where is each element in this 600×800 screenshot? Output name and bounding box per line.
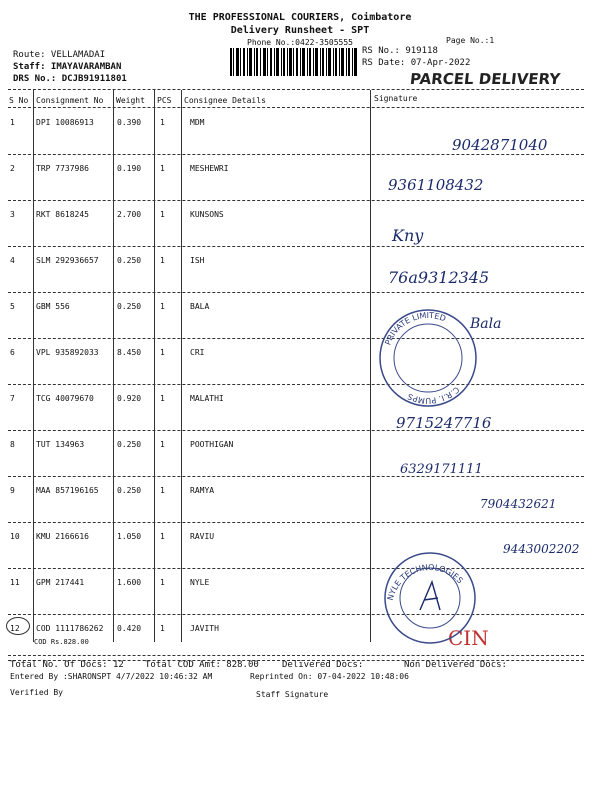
row-weight: 0.250 — [117, 440, 142, 449]
row-weight: 0.390 — [117, 118, 142, 127]
row-pcs: 1 — [160, 624, 165, 633]
row-consignment: KMU 2166616 — [36, 532, 89, 541]
row-weight: 0.250 — [117, 256, 142, 265]
row-sno: 1 — [10, 118, 15, 127]
reprinted-on: Reprinted On: 07-04-2022 10:48:06 — [250, 672, 409, 681]
footer-top-rule — [8, 655, 584, 656]
row-consignment: COD 1111786262 — [36, 624, 104, 633]
route: Route: VELLAMADAI — [13, 50, 106, 60]
row-pcs: 1 — [160, 532, 165, 541]
stamp-text-cri: C.R.I. PUMPS — [406, 384, 461, 406]
row-weight: 0.190 — [117, 164, 142, 173]
row-consignee: NYLE — [190, 578, 210, 587]
col-consignee: Consignee Details — [184, 96, 266, 105]
col-pcs: PCS — [157, 96, 172, 105]
col-sep — [113, 90, 114, 642]
svg-text:PRIVATE LIMITED — [383, 311, 447, 346]
barcode — [230, 48, 358, 76]
page-number: Page No.:1 — [446, 36, 495, 45]
row-sno: 10 — [10, 532, 20, 541]
row-separator — [8, 384, 584, 385]
phone-number: Phone No.:0422-3505555 — [247, 38, 353, 47]
row-consignee: BALA — [190, 302, 210, 311]
row-pcs: 1 — [160, 348, 165, 357]
row-consignee: ISH — [190, 256, 205, 265]
row-consignment: RKT 8618245 — [36, 210, 89, 219]
signature-row-10: 9443002202 — [503, 542, 580, 556]
row-separator — [8, 154, 584, 155]
row-sno: 3 — [10, 210, 15, 219]
row-consignee: MESHEWRI — [190, 164, 229, 173]
row-sno: 7 — [10, 394, 15, 403]
row-consignee: MDM — [190, 118, 205, 127]
row-consignment: DPI 10086913 — [36, 118, 94, 127]
row-consignment: MAA 857196165 — [36, 486, 99, 495]
row-consignment: GBM 556 — [36, 302, 70, 311]
svg-text:NYLE TECHNOLOGIES — [386, 563, 465, 601]
row-sno: 12 — [10, 624, 20, 633]
row-sno: 11 — [10, 578, 20, 587]
total-cod: Total COD Amt: 828.00 — [145, 660, 259, 670]
row-consignment: SLM 292936657 — [36, 256, 99, 265]
col-consignment: Consignment No — [36, 96, 104, 105]
signature-row-9: 7904432621 — [480, 497, 557, 511]
row-consignment: TUT 134963 — [36, 440, 85, 449]
delivered-docs: Delivered Docs: — [282, 660, 364, 670]
row-separator — [8, 568, 584, 569]
row-separator — [8, 292, 584, 293]
row-pcs: 1 — [160, 118, 165, 127]
row-sno: 5 — [10, 302, 15, 311]
row-consignee: JAVITH — [190, 624, 219, 633]
row-sno: 4 — [10, 256, 15, 265]
row-separator — [8, 246, 584, 247]
row-pcs: 1 — [160, 210, 165, 219]
row-separator — [8, 476, 584, 477]
row-consignment: TCG 40079670 — [36, 394, 94, 403]
row-weight: 0.420 — [117, 624, 142, 633]
col-sno: S No — [9, 96, 29, 105]
row-separator — [8, 338, 584, 339]
runsheet-title: Delivery Runsheet - SPT — [230, 25, 370, 36]
non-delivered-docs: Non Delivered Docs: — [404, 660, 507, 670]
row-separator — [8, 522, 584, 523]
total-docs: Total No. Of Docs: 12 — [10, 660, 124, 670]
col-sep — [154, 90, 155, 642]
signature-row-5: Bala — [470, 316, 502, 332]
row-sno: 8 — [10, 440, 15, 449]
table-header-rule — [8, 107, 584, 108]
parcel-delivery-stamp: PARCEL DELIVERY — [409, 70, 562, 88]
row-weight: 0.250 — [117, 486, 142, 495]
row-separator — [8, 614, 584, 615]
signature-row-1: 9042871040 — [452, 136, 548, 154]
company-title: THE PROFESSIONAL COURIERS, Coimbatore — [188, 12, 412, 23]
col-sep — [370, 90, 371, 642]
signature-row-7: 9715247716 — [396, 414, 492, 432]
row-pcs: 1 — [160, 440, 165, 449]
row-consignee: POOTHIGAN — [190, 440, 234, 449]
stamp-signature-scribble — [420, 582, 440, 610]
row-pcs: 1 — [160, 578, 165, 587]
col-sep — [33, 90, 34, 642]
row-pcs: 1 — [160, 486, 165, 495]
stamp-text-nyle: NYLE TECHNOLOGIES — [385, 562, 465, 602]
row-weight: 8.450 — [117, 348, 142, 357]
signature-row-3: Kny — [392, 226, 424, 245]
row-pcs: 1 — [160, 164, 165, 173]
row-consignment: GPM 217441 — [36, 578, 85, 587]
row-consignee: KUNSONS — [190, 210, 224, 219]
row-pcs: 1 — [160, 256, 165, 265]
row-weight: 2.700 — [117, 210, 142, 219]
signature-row-4: 76a9312345 — [388, 268, 490, 287]
row-consignee: CRI — [190, 348, 205, 357]
rs-date: RS Date: 07-Apr-2022 — [362, 58, 471, 68]
row-12-circle — [6, 617, 30, 635]
row-sno: 2 — [10, 164, 15, 173]
table-top-rule — [8, 89, 584, 90]
col-signature: Signature — [374, 94, 418, 103]
row-sno: 6 — [10, 348, 15, 357]
rs-number: RS No.: 919118 — [362, 46, 438, 56]
row-consignee: RAVIU — [190, 532, 215, 541]
staff: Staff: IMAYAVARAMBAN — [13, 62, 122, 72]
row-weight: 1.050 — [117, 532, 142, 541]
private-limited-stamp — [375, 305, 481, 411]
nyle-technologies-stamp — [380, 548, 480, 648]
svg-text:C.R.I. PUMPS — [406, 385, 461, 405]
signature-row-2: 9361108432 — [388, 176, 484, 194]
row-weight: 0.250 — [117, 302, 142, 311]
row-separator — [8, 430, 584, 431]
col-sep — [181, 90, 182, 642]
row-consignee: RAMYA — [190, 486, 215, 495]
stamp-text-private: PRIVATE LIMITED — [383, 310, 448, 347]
row-separator — [8, 200, 584, 201]
row-cod-note: COD Rs.828.00 — [34, 638, 89, 646]
row-consignment: VPL 935892033 — [36, 348, 99, 357]
row-weight: 1.600 — [117, 578, 142, 587]
col-weight: Weight — [116, 96, 145, 105]
row-pcs: 1 — [160, 302, 165, 311]
row-pcs: 1 — [160, 394, 165, 403]
drs-number: DRS No.: DCJB91911801 — [13, 74, 127, 84]
staff-signature: Staff Signature — [256, 690, 329, 699]
row-consignment: TRP 7737986 — [36, 164, 89, 173]
row-sno: 9 — [10, 486, 15, 495]
verified-by: Verified By — [10, 688, 63, 697]
signature-row-12: CIN — [448, 626, 489, 650]
signature-row-8: 6329171111 — [400, 462, 483, 477]
row-consignee: MALATHI — [190, 394, 224, 403]
row-weight: 0.920 — [117, 394, 142, 403]
entered-by: Entered By :SHARONSPT 4/7/2022 10:46:32 AM — [10, 672, 213, 681]
